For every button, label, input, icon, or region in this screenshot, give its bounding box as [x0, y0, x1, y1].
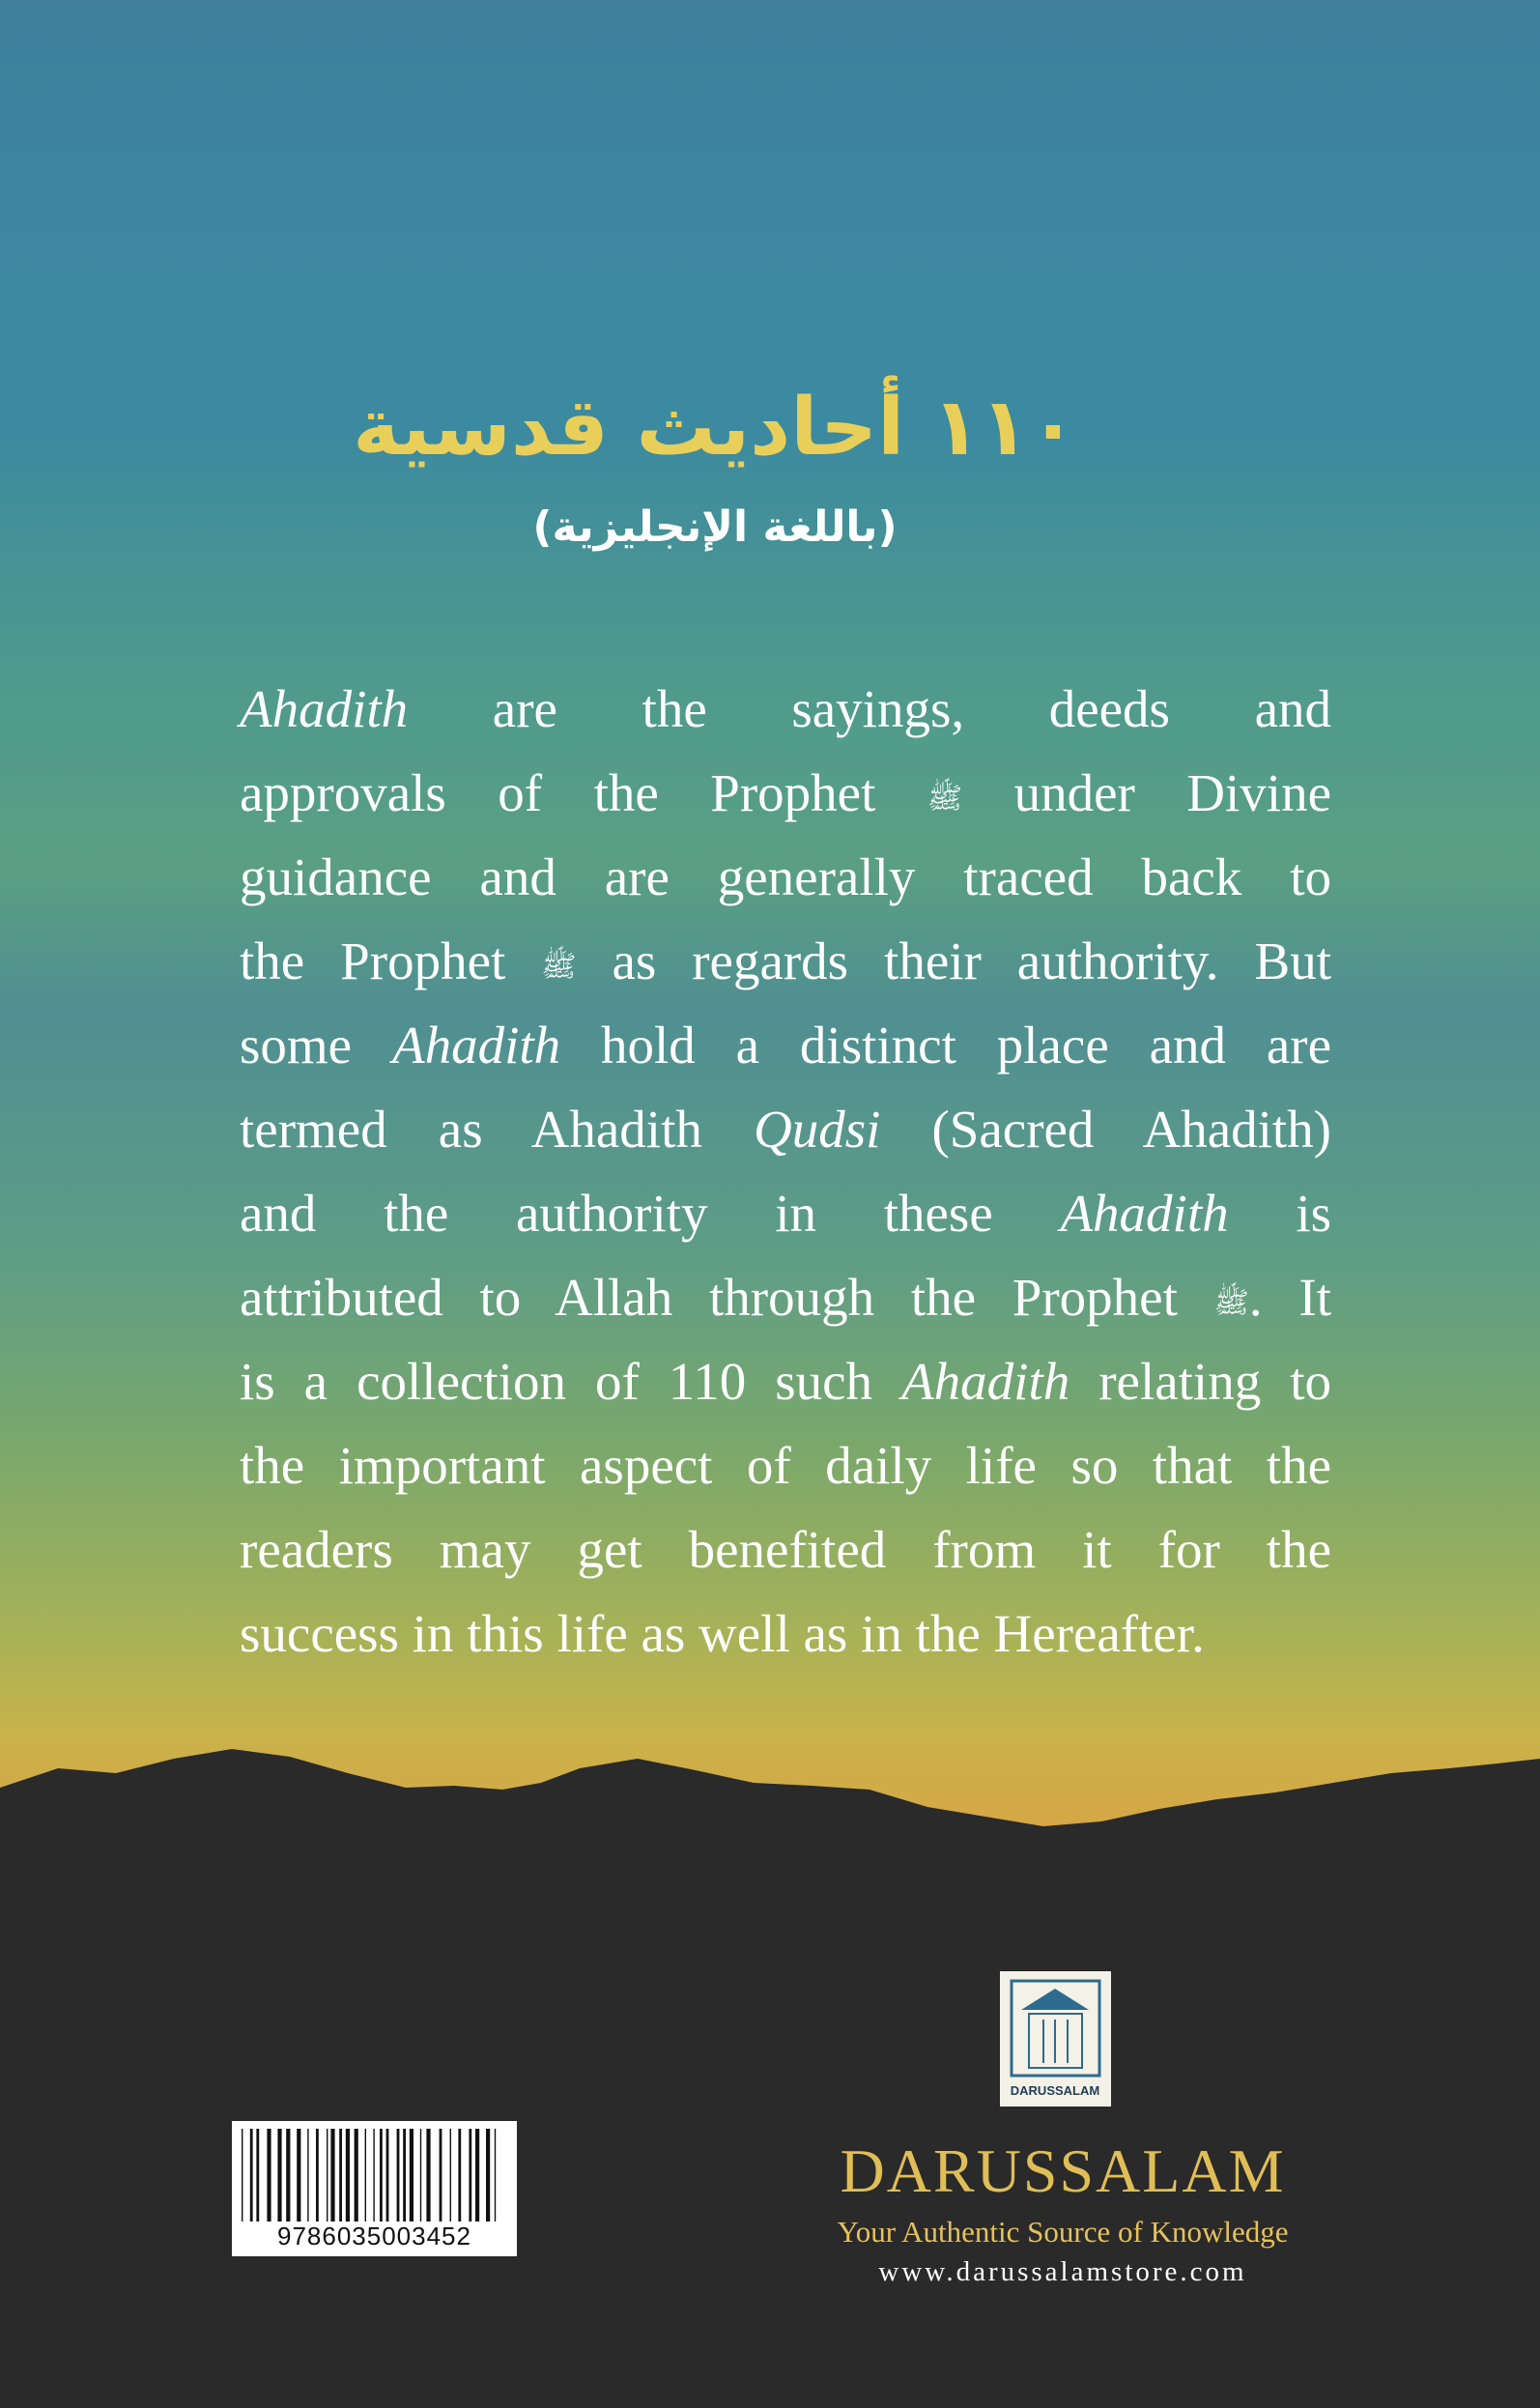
- arabic-subtitle: (باللغة الإنجليزية): [532, 502, 898, 552]
- text-run: guidance and are generally traced back to: [240, 847, 1331, 906]
- text-run: is a collection of 110 such: [240, 1352, 902, 1411]
- barcode-bar: [486, 2129, 490, 2222]
- description-line: [240, 1255, 1331, 1339]
- barcode-bar: [410, 2129, 414, 2222]
- text-run: . It: [1248, 1268, 1331, 1327]
- barcode-bar: [297, 2129, 300, 2222]
- description-line: [240, 1339, 1331, 1423]
- text-run: is: [1228, 1184, 1332, 1243]
- barcode-bar: [256, 2129, 259, 2222]
- barcode-bar: [316, 2129, 319, 2222]
- publisher-name: DARUSSALAM: [840, 2136, 1286, 2205]
- text-run: under Divine: [962, 763, 1331, 822]
- description-line: [240, 1003, 1331, 1087]
- italic-term: Ahadith: [901, 1352, 1070, 1411]
- barcode-bar: [355, 2129, 358, 2222]
- text-run: and the authority in these: [240, 1184, 1061, 1243]
- barcode-bar: [330, 2129, 334, 2222]
- barcode-bar: [373, 2129, 374, 2222]
- barcode-bar: [267, 2129, 271, 2222]
- barcode-bars: [238, 2129, 511, 2222]
- barcode-bar: [286, 2129, 290, 2222]
- barcode-bar: [440, 2129, 442, 2222]
- pbuh-glyph: ﷺ: [927, 782, 963, 815]
- barcode-bar: [327, 2129, 328, 2222]
- barcode-bar: [250, 2129, 253, 2222]
- barcode-bar: [339, 2129, 342, 2222]
- text-run: the Prophet: [240, 932, 542, 990]
- svg-text:DARUSSALAM: DARUSSALAM: [1010, 2083, 1100, 2098]
- barcode-bar: [495, 2129, 496, 2222]
- description-text: [240, 667, 1331, 1676]
- barcode-bar: [450, 2129, 451, 2222]
- publisher-url[interactable]: www.darussalamstore.com: [878, 2256, 1247, 2287]
- description-line: [240, 1591, 1331, 1676]
- isbn-barcode: [232, 2121, 517, 2256]
- text-run: approvals of the Prophet: [240, 763, 927, 822]
- text-run: readers may get benefited from it for the: [240, 1520, 1331, 1579]
- text-run: attributed to Allah through the Prophet: [240, 1268, 1214, 1327]
- description-line: [240, 1087, 1331, 1171]
- barcode-bar: [346, 2129, 350, 2222]
- description-line: [240, 1507, 1331, 1591]
- barcode-bar: [380, 2129, 383, 2222]
- text-run: some: [240, 1016, 392, 1075]
- italic-term: Ahadith: [240, 679, 409, 738]
- italic-term: Ahadith: [391, 1016, 561, 1075]
- text-run: relating to: [1069, 1352, 1331, 1411]
- barcode-bar: [307, 2129, 308, 2222]
- arabic-title: ١١٠ أحاديث قدسية: [353, 382, 1077, 473]
- description-line: [240, 667, 1331, 751]
- description-line: [240, 835, 1331, 919]
- pbuh-glyph: ﷺ: [541, 950, 577, 983]
- description-line: [240, 751, 1331, 835]
- italic-term: Ahadith: [1060, 1184, 1229, 1243]
- barcode-bar: [469, 2129, 471, 2222]
- italic-term: Qudsi: [753, 1100, 881, 1159]
- text-run: the important aspect of daily life so that the: [240, 1436, 1331, 1495]
- text-run: as regards their authority. But: [576, 932, 1331, 990]
- barcode-bar: [386, 2129, 389, 2222]
- barcode-bar: [475, 2129, 479, 2222]
- barcode-bar: [426, 2129, 430, 2222]
- description-line: [240, 919, 1331, 1003]
- publisher-logo: [1000, 1971, 1111, 2107]
- description-line: [240, 1423, 1331, 1507]
- barcode-bar: [397, 2129, 400, 2222]
- description-line: [240, 1171, 1331, 1255]
- barcode-bar: [365, 2129, 366, 2222]
- barcode-bar: [403, 2129, 406, 2222]
- isbn-number: 9786035003452: [277, 2222, 471, 2250]
- text-run: hold a distinct place and are: [560, 1016, 1331, 1075]
- barcode-bar: [458, 2129, 461, 2222]
- barcode-bar: [420, 2129, 421, 2222]
- text-run: (Sacred Ahadith): [880, 1100, 1331, 1159]
- pbuh-glyph: ﷺ: [1213, 1286, 1249, 1319]
- publisher-tagline: Your Authentic Source of Knowledge: [837, 2215, 1289, 2249]
- text-run: success in this life as well as in the Hereafter.: [240, 1604, 1205, 1663]
- text-run: are the sayings, deeds and: [408, 679, 1331, 738]
- text-run: termed as Ahadith: [240, 1100, 754, 1159]
- mountain-silhouette: [0, 1730, 1540, 2408]
- barcode-bar: [277, 2129, 281, 2222]
